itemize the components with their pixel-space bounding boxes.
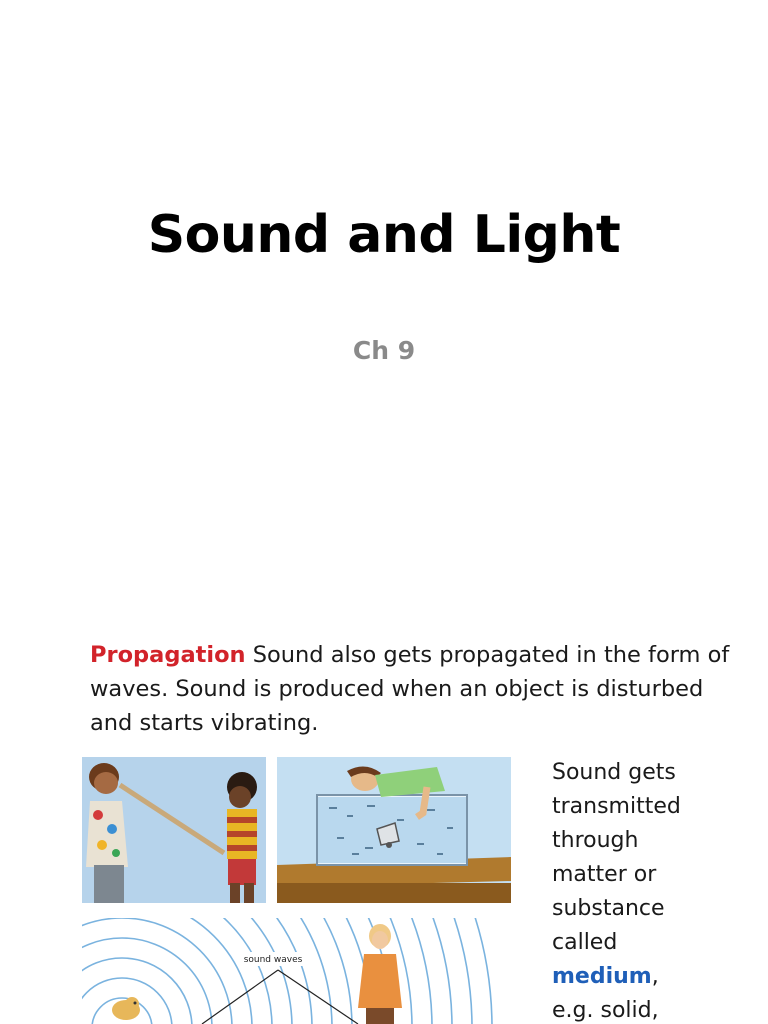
side-line: called — [552, 930, 618, 955]
sound-waves-illustration — [82, 918, 512, 1024]
content-slide — [0, 600, 768, 1024]
side-line: Sound gets — [552, 760, 676, 785]
sound-waves-drawing — [82, 918, 512, 1024]
side-line: e.g. solid, — [552, 998, 659, 1023]
bell-in-water-illustration — [277, 757, 511, 903]
side-line-medium — [552, 960, 762, 994]
intro-paragraph — [90, 638, 730, 740]
propagation-heading: Propagation — [90, 642, 246, 668]
string-telephone-illustration — [82, 757, 266, 903]
side-line: transmitted — [552, 794, 681, 819]
slide-title: Sound and Light — [147, 205, 621, 265]
side-line: substance — [552, 896, 665, 921]
water-tank-drawing — [277, 757, 511, 903]
intro-text: Sound also gets propagated in the form of waves. Sound is produced when an object is disturbed and starts vibrating. — [90, 642, 730, 736]
medium-comma: , — [651, 964, 659, 989]
medium-keyword: medium — [552, 964, 652, 989]
string-telephone-drawing — [82, 757, 266, 903]
sound-waves-label: sound waves — [243, 955, 303, 965]
slide-subtitle: Ch 9 — [352, 336, 416, 365]
side-line: matter or — [552, 862, 657, 887]
side-line: through — [552, 828, 639, 853]
side-text — [552, 756, 762, 1024]
